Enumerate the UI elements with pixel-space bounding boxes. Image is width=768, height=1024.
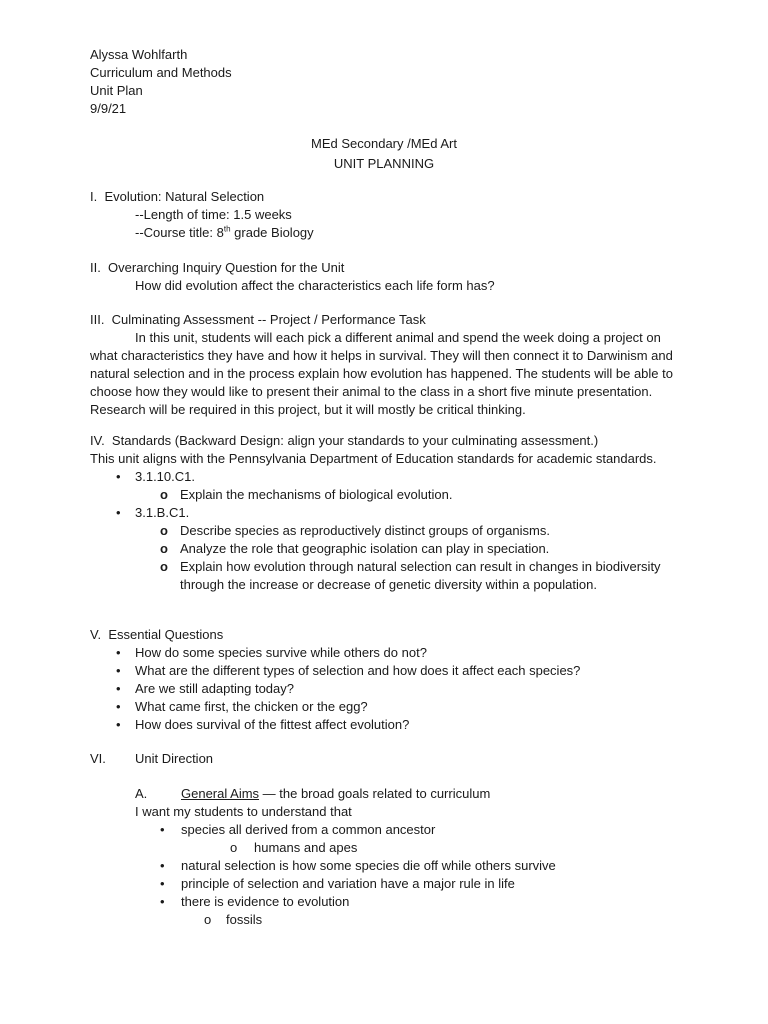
standard-description: Describe species as reproductively distinct groups of organisms. <box>180 523 550 538</box>
aim-text: species all derived from a common ancestor <box>181 822 436 837</box>
document-date: 9/9/21 <box>90 101 127 116</box>
essential-question <box>90 698 690 716</box>
bullet-marker: • <box>160 858 165 873</box>
sub-bullet-marker: o <box>160 523 168 538</box>
assessment-line-1: In this unit, students will each pick a different animal and spend the week doing a project on <box>135 330 661 345</box>
aim-item <box>90 875 690 893</box>
essential-question-text: How do some species survive while others do not? <box>135 645 427 660</box>
section-4-heading: IV. Standards (Backward Design: align your standards to your culminating assessment.) <box>90 433 599 448</box>
essential-question <box>90 680 690 698</box>
section-3 <box>90 311 690 419</box>
aim-item <box>90 821 690 839</box>
assessment-line-2: what characteristics they have and how it helps in survival. They will then connect it to Darwinism and <box>90 348 673 363</box>
standard-item <box>90 504 690 522</box>
subsection-letter: A. <box>135 786 148 801</box>
aim-text: there is evidence to evolution <box>181 894 350 909</box>
aim-text: principle of selection and variation have a major rule in life <box>181 876 515 891</box>
essential-question <box>90 644 690 662</box>
bullet-marker: • <box>116 681 121 696</box>
section-2 <box>90 259 690 295</box>
standard-subitem <box>90 522 690 540</box>
title-block <box>84 135 684 173</box>
section-6-heading <box>90 750 690 768</box>
assessment-line-4: choose how they would like to present their animal to the class in a short five minute presentation. <box>90 384 653 399</box>
assessment-line-5: Research will be required in this project, but it will mostly be critical thinking. <box>90 402 526 417</box>
aims-intro: I want my students to understand that <box>135 804 352 819</box>
sub-bullet-marker: o <box>160 559 168 574</box>
section-1-heading: I. Evolution: Natural Selection <box>90 189 265 204</box>
aim-subitem <box>90 839 690 857</box>
standard-description-continued: through the increase or decrease of genetic diversity within a population. <box>180 577 597 592</box>
section-6-numeral: VI. <box>90 751 106 766</box>
sub-bullet-marker: o <box>230 840 238 855</box>
bullet-marker: • <box>116 717 121 732</box>
title-line-1: MEd Secondary /MEd Art <box>311 136 457 151</box>
standard-code: 3.1.B.C1. <box>135 505 190 520</box>
essential-question-text: How does survival of the fittest affect evolution? <box>135 717 410 732</box>
sub-bullet-marker: o <box>204 912 212 927</box>
general-aims-heading <box>90 785 690 803</box>
section-6 <box>90 750 690 929</box>
standard-description: Explain how evolution through natural selection can result in changes in biodiversity <box>180 559 661 574</box>
standard-code: 3.1.10.C1. <box>135 469 195 484</box>
author-name: Alyssa Wohlfarth <box>90 47 188 62</box>
bullet-marker: • <box>116 699 121 714</box>
bullet-marker: • <box>160 822 165 837</box>
section-5 <box>90 626 690 734</box>
aim-subitem <box>90 911 690 929</box>
course-title-sup: th <box>223 224 231 234</box>
bullet-marker: • <box>116 469 121 484</box>
course-name: Curriculum and Methods <box>90 65 232 80</box>
course-title <box>90 224 690 242</box>
aim-subtext: humans and apes <box>254 840 358 855</box>
bullet-marker: • <box>160 876 165 891</box>
standard-subitem <box>90 486 690 504</box>
standard-description: Explain the mechanisms of biological evolution. <box>180 487 453 502</box>
length-of-time: --Length of time: 1.5 weeks <box>135 207 292 222</box>
standard-item <box>90 468 690 486</box>
title-line-2: UNIT PLANNING <box>333 156 435 171</box>
aim-subtext: fossils <box>226 912 263 927</box>
inquiry-question: How did evolution affect the characteristics each life form has? <box>135 278 495 293</box>
bullet-marker: • <box>116 663 121 678</box>
standards-intro: This unit aligns with the Pennsylvania Department of Education standards for academic standards. <box>90 451 657 466</box>
bullet-marker: • <box>116 645 121 660</box>
document-type: Unit Plan <box>90 83 143 98</box>
section-4 <box>90 432 690 594</box>
essential-question-text: Are we still adapting today? <box>135 681 294 696</box>
bullet-marker: • <box>160 894 165 909</box>
aim-text: natural selection is how some species die off while others survive <box>181 858 556 873</box>
assessment-line-3: natural selection and in the process explain how evolution has happened. The students will be able to <box>90 366 673 381</box>
header-block <box>90 46 690 118</box>
section-2-heading: II. Overarching Inquiry Question for the Unit <box>90 260 345 275</box>
essential-question <box>90 662 690 680</box>
section-5-heading: V. Essential Questions <box>90 627 224 642</box>
essential-question-text: What came first, the chicken or the egg? <box>135 699 368 714</box>
sub-bullet-marker: o <box>160 541 168 556</box>
standard-subitem <box>90 558 690 576</box>
section-1 <box>90 188 690 242</box>
essential-question-text: What are the different types of selection and how does it affect each species? <box>135 663 581 678</box>
standard-subitem <box>90 540 690 558</box>
aim-item <box>90 857 690 875</box>
sub-bullet-marker: o <box>160 487 168 502</box>
standard-description: Analyze the role that geographic isolation can play in speciation. <box>180 541 550 556</box>
course-title-prefix: --Course title: 8 <box>135 225 224 240</box>
bullet-marker: • <box>116 505 121 520</box>
general-aims-description: — the broad goals related to curriculum <box>259 786 491 801</box>
section-3-heading: III. Culminating Assessment -- Project / Performance Task <box>90 312 426 327</box>
general-aims-title: General Aims <box>181 786 260 801</box>
aim-item <box>90 893 690 911</box>
essential-question <box>90 716 690 734</box>
course-title-suffix: grade Biology <box>230 225 314 240</box>
section-6-title: Unit Direction <box>135 751 214 766</box>
